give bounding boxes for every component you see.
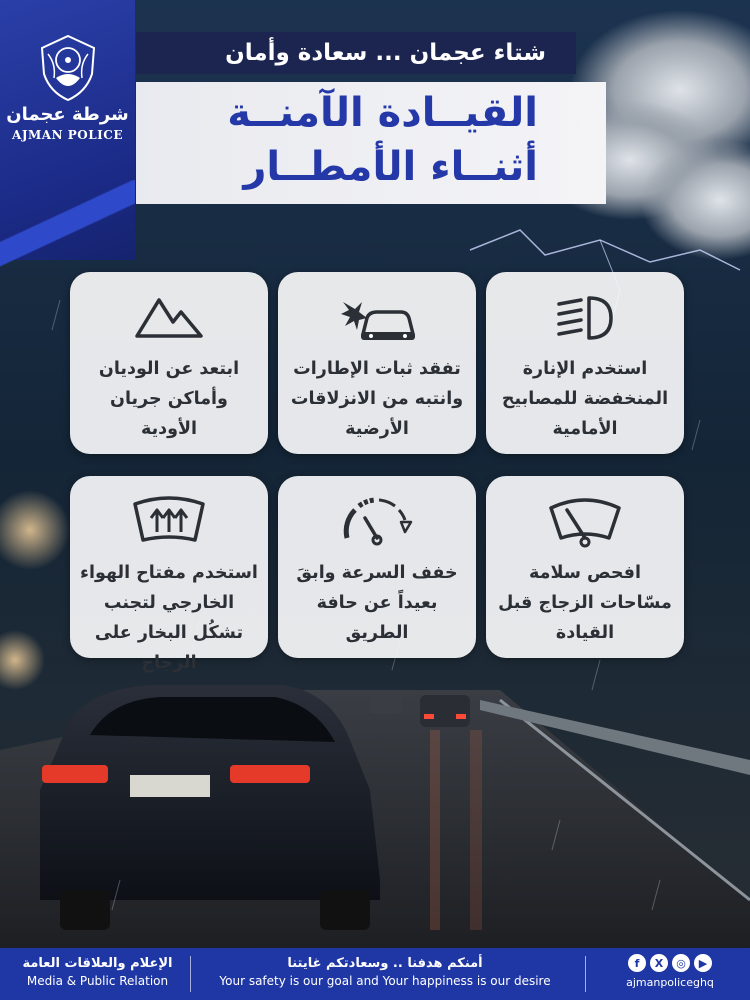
footer-department [10, 956, 185, 988]
slogan-english: Your safety is our goal and Your happiness is our desire [219, 974, 551, 988]
department-english: Media & Public Relation [26, 974, 169, 988]
ajman-police-emblem-icon [36, 34, 100, 102]
footer-divider [585, 956, 586, 992]
social-handle[interactable]: ajmanpoliceghq [626, 976, 714, 989]
department-arabic: الإعلام والعلاقات العامة [22, 956, 173, 971]
tip-text: استخدم مفتاح الهواء الخارجي لتجنب تشكُل البخار على الزجاج [80, 563, 258, 673]
headlight-low-beam-icon [545, 290, 625, 346]
title-line-1: القيــادة الآمنــة [227, 90, 538, 136]
police-name-english: AJMAN POLICE [12, 128, 123, 142]
facebook-icon[interactable]: f [628, 954, 646, 972]
youtube-icon[interactable]: ▶ [694, 954, 712, 972]
police-name-arabic: شرطة عجمان [6, 104, 129, 125]
tip-card-valleys [70, 272, 268, 454]
footer-social [600, 954, 740, 989]
car-skid-icon [337, 290, 417, 346]
footer-slogan [195, 956, 575, 988]
tip-card-tires [278, 272, 476, 454]
tip-text: ابتعد عن الوديان وأماكن جريان الأودية [98, 359, 240, 439]
windshield-defrost-icon [129, 494, 209, 550]
x-icon[interactable]: X [650, 954, 668, 972]
title-box [136, 82, 606, 204]
tip-card-headlights [486, 272, 684, 454]
tip-card-wipers [486, 476, 684, 658]
windshield-wiper-icon [545, 494, 625, 550]
logo-panel [0, 0, 135, 260]
tip-text: تفقد ثبات الإطارات وانتبه من الانزلاقات الأرضية [290, 359, 464, 439]
logo-stripe-decoration [0, 180, 135, 270]
title-line-2: أثنــاء الأمطــار [243, 144, 538, 190]
slogan-arabic: أمنكم هدفنا .. وسعادتكم غايتنا [287, 956, 483, 971]
tagline-banner [136, 32, 576, 74]
speedometer-icon [337, 494, 417, 550]
tagline-text: شتاء عجمان ... سعادة وأمان [225, 40, 546, 66]
mountains-valley-icon [129, 290, 209, 346]
tip-card-speed [278, 476, 476, 658]
tip-text: افحص سلامة مسّاحات الزجاج قبل القيادة [498, 563, 672, 643]
tip-text: خفف السرعة وابقَ بعيداً عن حافة الطريق [296, 563, 458, 643]
tip-text: استخدم الإنارة المنخفضة للمصابيح الأمامية [501, 359, 669, 439]
footer-divider [190, 956, 191, 992]
tip-card-defrost [70, 476, 268, 673]
social-icons-row [600, 954, 740, 972]
instagram-icon[interactable]: ◎ [672, 954, 690, 972]
footer-bar [0, 948, 750, 1000]
